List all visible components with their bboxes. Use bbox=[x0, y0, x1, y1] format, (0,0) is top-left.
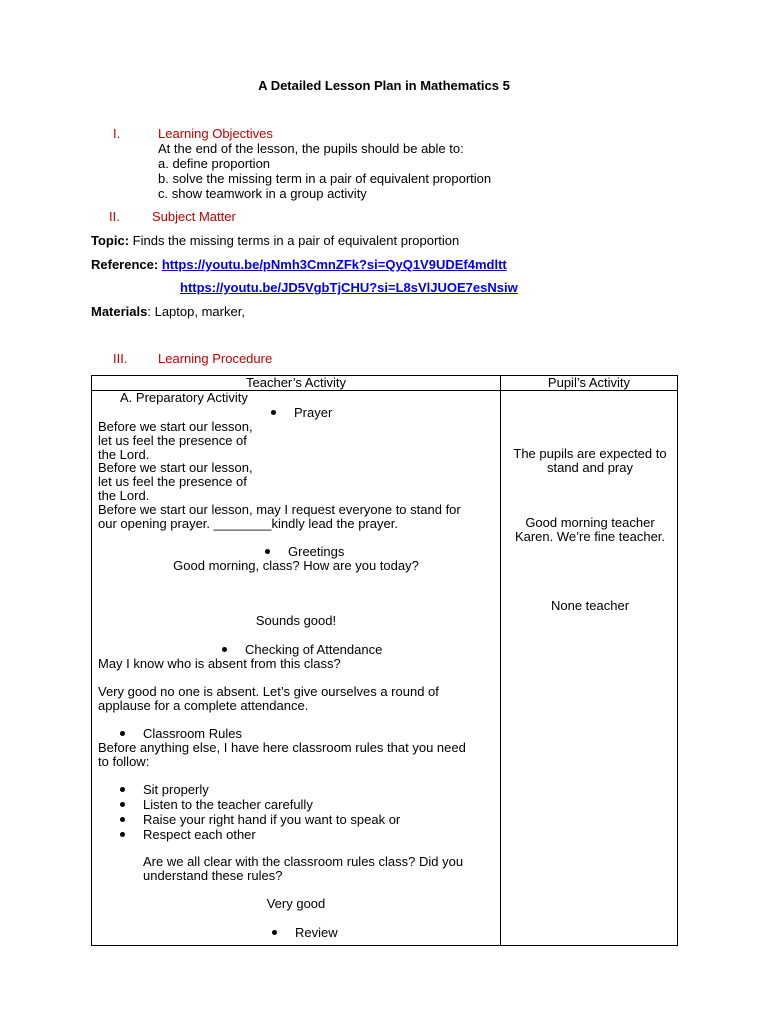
bullet-icon bbox=[120, 731, 125, 736]
pupil-attendance-response: None teacher bbox=[550, 598, 630, 613]
reference-link-2[interactable]: https://youtu.be/JD5VgbTjCHU?si=L8sVlJUOE7esNsiw bbox=[180, 280, 518, 295]
topic-row bbox=[91, 233, 459, 248]
greetings-bullet bbox=[265, 545, 344, 559]
objectives-intro: At the end of the lesson, the pupils should be able to: bbox=[158, 141, 464, 156]
section-heading-objectives: Learning Objectives bbox=[158, 126, 273, 141]
rule-text: Respect each other bbox=[143, 827, 256, 842]
objective-item: c. show teamwork in a group activity bbox=[158, 186, 367, 201]
bullet-icon bbox=[120, 832, 125, 837]
list-item bbox=[120, 798, 313, 812]
table-header-row bbox=[92, 376, 678, 391]
section-heading-subject-matter: Subject Matter bbox=[152, 209, 236, 224]
prayer-line: our opening prayer. ________kindly lead the prayer. bbox=[98, 516, 398, 531]
table-row bbox=[92, 391, 678, 946]
sounds-good: Sounds good! bbox=[255, 613, 337, 628]
rules-heading: Classroom Rules bbox=[143, 726, 242, 741]
rules-bullet bbox=[120, 727, 242, 741]
prayer-line: Before we start our lesson, may I request everyone to stand for bbox=[98, 502, 461, 517]
reference-label: Reference: bbox=[91, 257, 159, 272]
prayer-line: let us feel the presence of bbox=[98, 474, 247, 489]
teacher-activity-cell bbox=[92, 391, 501, 946]
rule-text: Sit properly bbox=[143, 782, 209, 797]
pupil-greeting-response: Good morning teacher bbox=[525, 515, 655, 530]
rules-check: understand these rules? bbox=[143, 868, 283, 883]
pupil-greeting-response: Karen. We’re fine teacher. bbox=[514, 529, 666, 544]
materials-row bbox=[91, 304, 245, 319]
topic-label: Topic: bbox=[91, 233, 130, 248]
bullet-icon bbox=[265, 549, 270, 554]
section-heading-procedure: Learning Procedure bbox=[158, 351, 273, 366]
rules-intro: to follow: bbox=[98, 754, 150, 769]
rules-intro: Before anything else, I have here classroom rules that you need bbox=[98, 740, 466, 755]
review-heading: Review bbox=[295, 925, 338, 940]
materials-label: Materials bbox=[91, 304, 148, 319]
prayer-line: Before we start our lesson, bbox=[98, 419, 253, 434]
section-numeral-3: III. bbox=[113, 351, 128, 366]
list-item bbox=[120, 783, 209, 797]
rule-text: Raise your right hand if you want to speak or bbox=[143, 812, 401, 827]
reference-row bbox=[91, 257, 507, 272]
attendance-praise: Very good no one is absent. Let’s give ourselves a round of bbox=[98, 684, 439, 699]
prayer-line: the Lord. bbox=[98, 488, 150, 503]
list-item bbox=[120, 828, 256, 842]
section-numeral-2: II. bbox=[109, 209, 120, 224]
prayer-bullet bbox=[271, 406, 332, 420]
prayer-line: the Lord. bbox=[98, 447, 150, 462]
header-pupil-activity: Pupil’s Activity bbox=[501, 376, 678, 391]
bullet-icon bbox=[272, 930, 277, 935]
prayer-line: Before we start our lesson, bbox=[98, 460, 253, 475]
attendance-question: May I know who is absent from this class? bbox=[98, 656, 341, 671]
objective-item: a. define proportion bbox=[158, 156, 271, 171]
pupil-activity-cell bbox=[501, 391, 678, 946]
rules-check: Are we all clear with the classroom rules class? Did you bbox=[143, 854, 464, 869]
attendance-bullet bbox=[222, 643, 382, 657]
bullet-icon bbox=[222, 647, 227, 652]
attendance-heading: Checking of Attendance bbox=[245, 642, 383, 657]
section-numeral-1: I. bbox=[113, 126, 121, 141]
prayer-heading: Prayer bbox=[294, 405, 333, 420]
greetings-line: Good morning, class? How are you today? bbox=[173, 558, 419, 573]
topic-value: Finds the missing terms in a pair of equivalent proportion bbox=[132, 233, 460, 248]
preparatory-activity: A. Preparatory Activity bbox=[120, 390, 248, 405]
rule-text: Listen to the teacher carefully bbox=[143, 797, 313, 812]
review-bullet bbox=[272, 926, 338, 940]
page-title: A Detailed Lesson Plan in Mathematics 5 bbox=[258, 78, 510, 93]
list-item bbox=[120, 813, 400, 827]
procedure-table bbox=[91, 375, 678, 946]
attendance-praise: applause for a complete attendance. bbox=[98, 698, 309, 713]
bullet-icon bbox=[120, 802, 125, 807]
bullet-icon bbox=[120, 817, 125, 822]
reference-link-1[interactable]: https://youtu.be/pNmh3CmnZFk?si=QyQ1V9UDEf4mdltt bbox=[161, 257, 507, 272]
materials-value: : Laptop, marker, bbox=[147, 304, 245, 319]
greetings-heading: Greetings bbox=[288, 544, 345, 559]
header-teacher-activity: Teacher’s Activity bbox=[92, 376, 501, 391]
very-good: Very good bbox=[266, 896, 326, 911]
objective-item: b. solve the missing term in a pair of equivalent proportion bbox=[158, 171, 492, 186]
bullet-icon bbox=[271, 410, 276, 415]
bullet-icon bbox=[120, 787, 125, 792]
pupil-prayer-response: stand and pray bbox=[546, 460, 633, 475]
prayer-line: let us feel the presence of bbox=[98, 433, 247, 448]
pupil-prayer-response: The pupils are expected to bbox=[513, 446, 667, 461]
